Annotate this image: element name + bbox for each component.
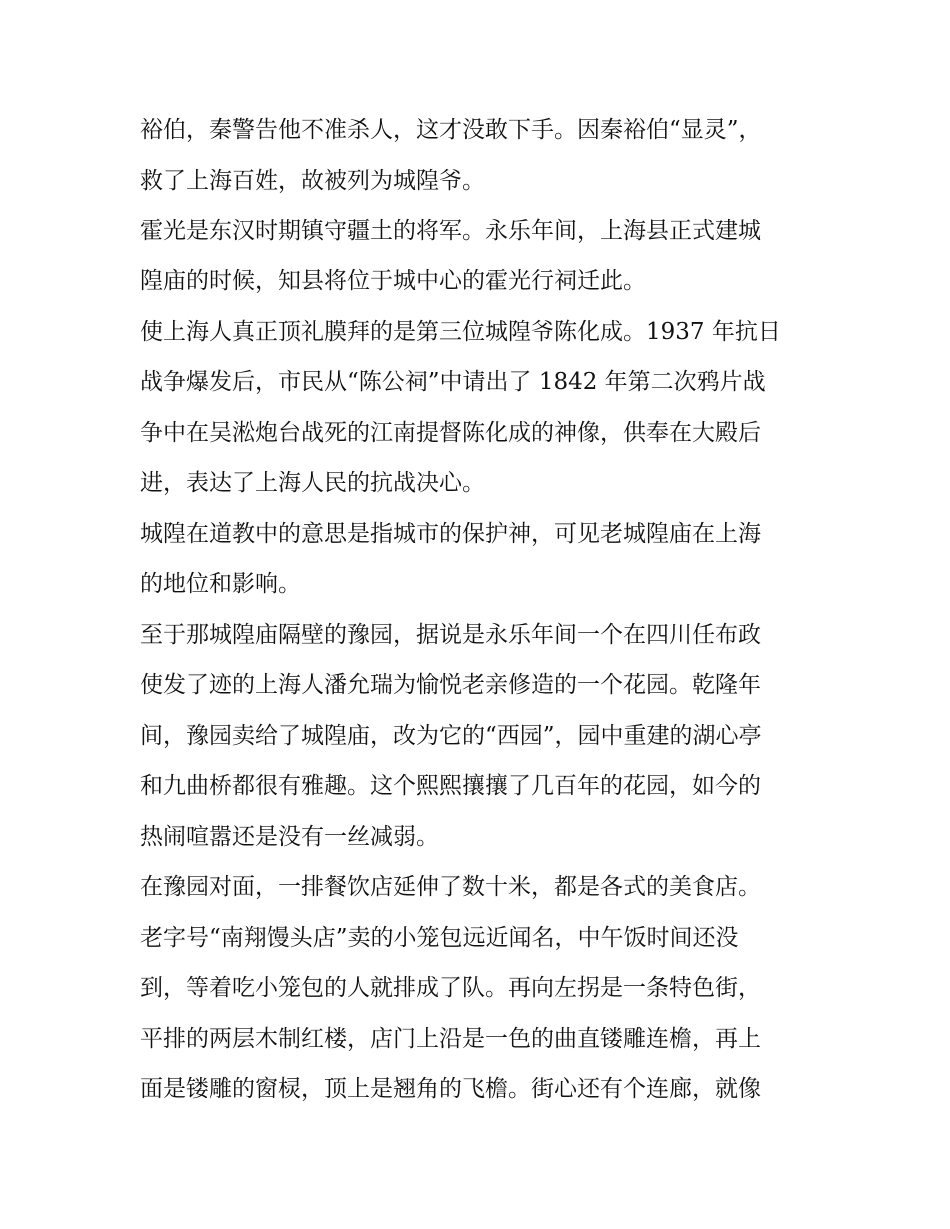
text-line: 的地位和影响。: [140, 571, 301, 597]
text-line: 和九曲桥都很有雅趣。这个熙熙攘攘了几百年的花园，如今的: [140, 773, 761, 799]
text-line: 至于那城隍庙隔壁的豫园，据说是永乐年间一个在四川任布政: [140, 622, 761, 648]
text-line: 城隍在道教中的意思是指城市的保护神，可见老城隍庙在上海: [140, 521, 761, 547]
text-line: 面是镂雕的窗棂，顶上是翘角的飞檐。街心还有个连廊，就像: [140, 1076, 761, 1102]
text-line: 到，等着吃小笼包的人就排成了队。再向左拐是一条特色街，: [140, 975, 761, 1001]
text-line: 使上海人真正顶礼膜拜的是第三位城隍爷陈化成。1937 年抗日: [140, 319, 781, 345]
text-line: 裕伯，秦警告他不准杀人，这才没敢下手。因秦裕伯“显灵”，: [140, 117, 762, 143]
text-line: 热闹喧嚣还是没有一丝减弱。: [140, 824, 439, 850]
text-line: 隍庙的时候，知县将位于城中心的霍光行祠迁此。: [140, 268, 646, 294]
text-line: 进，表达了上海人民的抗战决心。: [140, 470, 485, 496]
text-line: 救了上海百姓，故被列为城隍爷。: [140, 168, 485, 194]
text-line: 战争爆发后，市民从“陈公祠”中请出了 1842 年第二次鸦片战: [140, 369, 766, 395]
text-line: 在豫园对面，一排餐饮店延伸了数十米，都是各式的美食店。: [140, 874, 761, 900]
text-line: 争中在吴淞炮台战死的江南提督陈化成的神像，供奉在大殿后: [140, 420, 761, 446]
text-line: 霍光是东汉时期镇守疆土的将军。永乐年间，上海县正式建城: [140, 218, 761, 244]
text-line: 间，豫园卖给了城隍庙，改为它的“西园”，园中重建的湖心亭: [140, 723, 762, 749]
text-line: 使发了迹的上海人潘允瑞为愉悦老亲修造的一个花园。乾隆年: [140, 672, 761, 698]
text-line: 平排的两层木制红楼，店门上沿是一色的曲直镂雕连檐，再上: [140, 1026, 761, 1052]
text-line: 老字号“南翔馒头店”卖的小笼包远近闻名，中午饭时间还没: [140, 925, 739, 951]
